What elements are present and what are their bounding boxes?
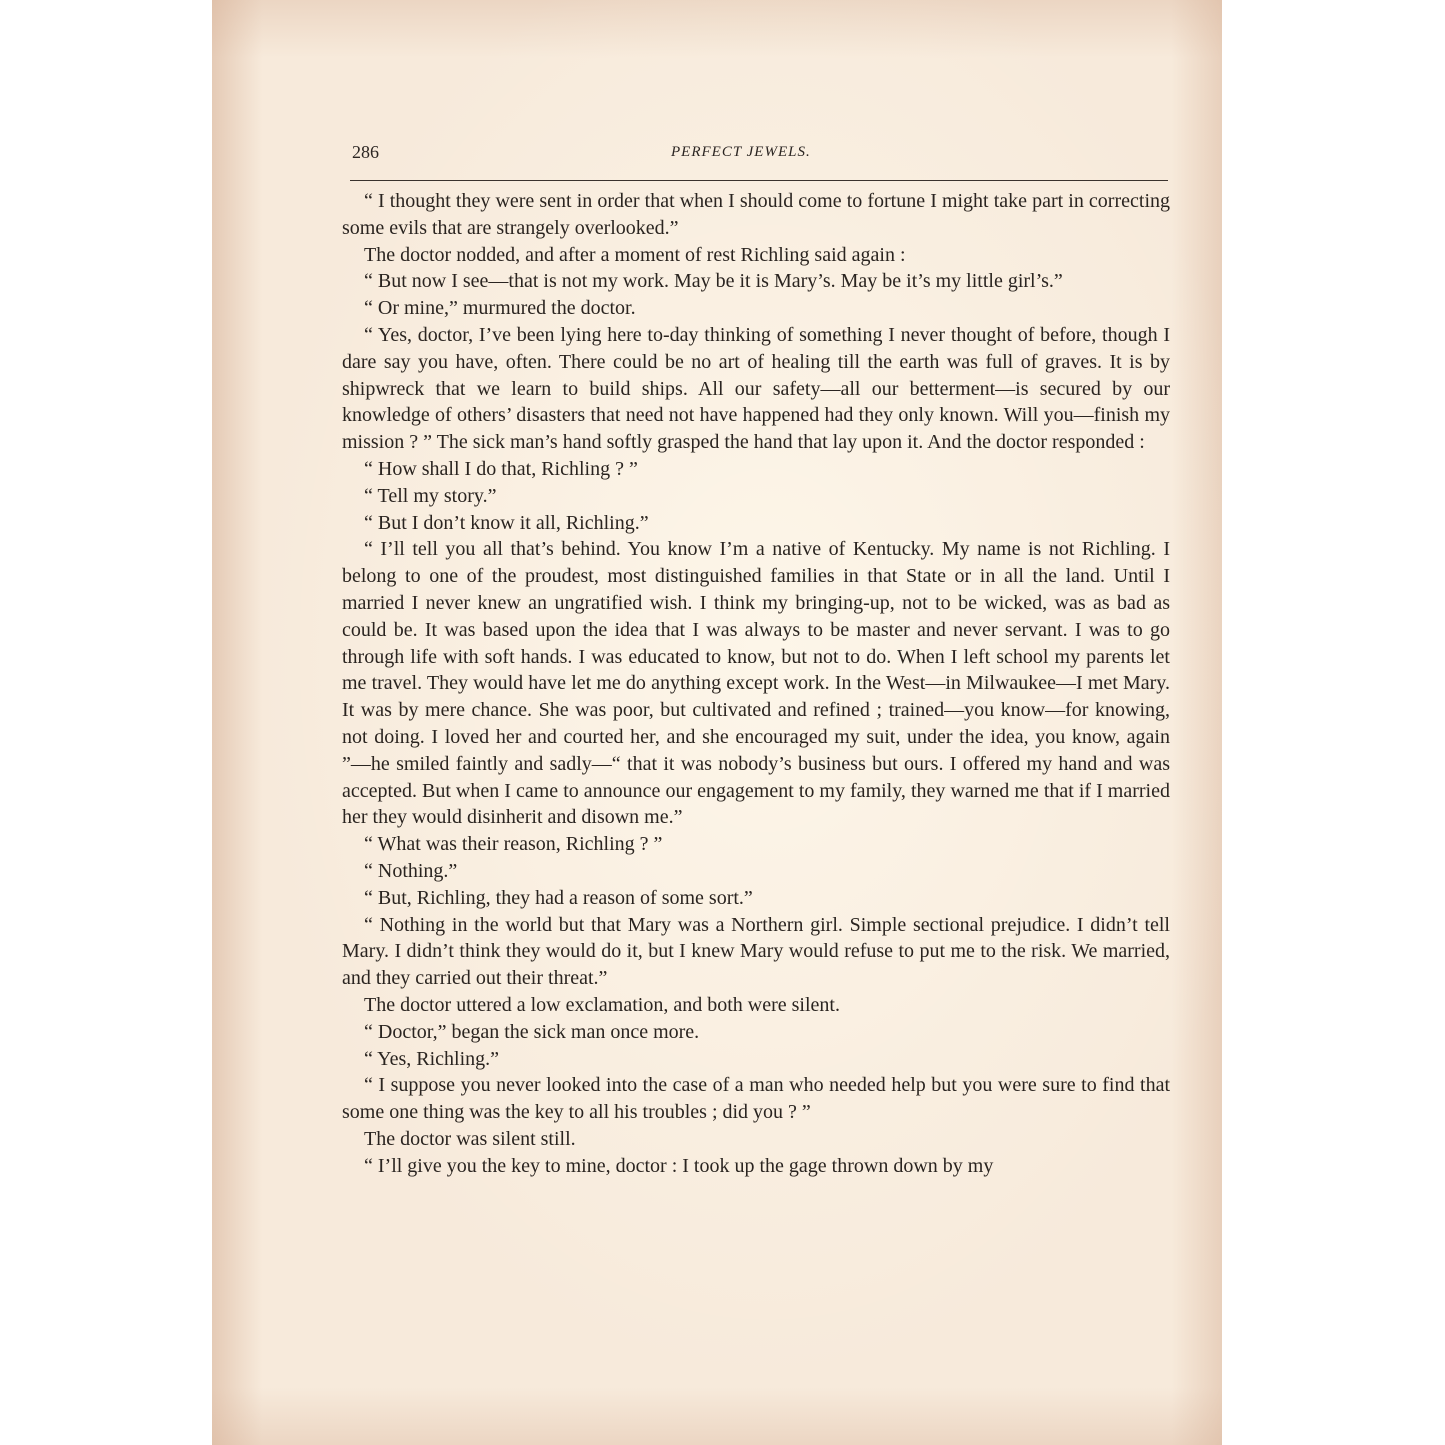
paragraph: “ I suppose you never looked into the case of a man who needed help but you were sure to find that some one thing was the key to all his troubles ; did you ? ” <box>342 1074 1170 1124</box>
page-header <box>350 142 1150 178</box>
paragraph: “ Or mine,” murmured the doctor. <box>364 297 636 320</box>
paragraph: “ But now I see—that is not my work. May be it is Mary’s. May be it’s my little girl’s.” <box>364 270 1063 293</box>
running-head: PERFECT JEWELS. <box>671 144 811 160</box>
paragraph: “ But I don’t know it all, Richling.” <box>364 511 649 534</box>
paragraph: “ Nothing.” <box>364 859 458 882</box>
page-number: 286 <box>352 142 379 162</box>
header-rule <box>350 180 1168 181</box>
paragraph: “ I’ll give you the key to mine, doctor : I took up the gage thrown down by my <box>364 1154 994 1177</box>
paragraph: “ Doctor,” began the sick man once more. <box>364 1020 700 1043</box>
paragraph: “ What was their reason, Richling ? ” <box>364 833 663 856</box>
paragraph: “ I thought they were sent in order that when I should come to fortune I might take part in correcting some evils that are strangely overlooked.” <box>342 190 1170 239</box>
paragraph: The doctor uttered a low exclamation, and both were silent. <box>364 993 840 1016</box>
paragraph: The doctor nodded, and after a moment of rest Richling said again : <box>364 243 906 266</box>
paragraph: The doctor was silent still. <box>364 1127 576 1150</box>
paragraph: “ Yes, Richling.” <box>364 1047 499 1070</box>
paragraph: “ But, Richling, they had a reason of some sort.” <box>364 886 753 909</box>
paragraph: “ Yes, doctor, I’ve been lying here to-day thinking of something I never thought of before, though I dare say you have, often. There could be no art of healing till the earth was full of graves. It is by shipwreck that we learn to build ships. All our safety—all our betterment—is secured by our knowledge of others’ disasters that need not have happened had they only known. Will you—finish my mission ? ” The sick man’s hand softly grasped the hand that lay upon it. And the doctor responded : <box>342 323 1170 454</box>
book-page <box>212 0 1222 1445</box>
paragraph: “ Nothing in the world but that Mary was a Northern girl. Simple sectional prejudice. I didn’t tell Mary. I didn’t think they would do it, but I knew Mary would refuse to put me to the risk. We married, and they carried out their threat.” <box>342 913 1170 990</box>
paragraph: “ I’ll tell you all that’s behind. You know I’m a native of Kentucky. My name is not Richling. I belong to one of the proudest, most distinguished families in that State or in all the land. Until I married I never knew an ungratified wish. I think my bringing-up, not to be wicked, was as bad as could be. It was based upon the idea that I was always to be master and never servant. I was to go through life with soft hands. I was educated to know, but not to do. When I left school my parents let me travel. They would have let me do anything except work. In the West—in Milwaukee—I met Mary. It was by mere chance. She was poor, but cultivated and refined ; trained—you know—for knowing, not doing. I loved her and courted her, and she encouraged my suit, under the idea, you know, again ”—he smiled faintly and sadly—“ that it was nobody’s business but ours. I offered my hand and was accepted. But when I came to announce our engagement to my family, they warned me that if I married her they would disinherit and disown me.” <box>342 538 1170 829</box>
paragraph: “ How shall I do that, Richling ? ” <box>364 457 638 480</box>
body-text <box>342 188 1170 1179</box>
paragraph: “ Tell my story.” <box>364 484 497 507</box>
